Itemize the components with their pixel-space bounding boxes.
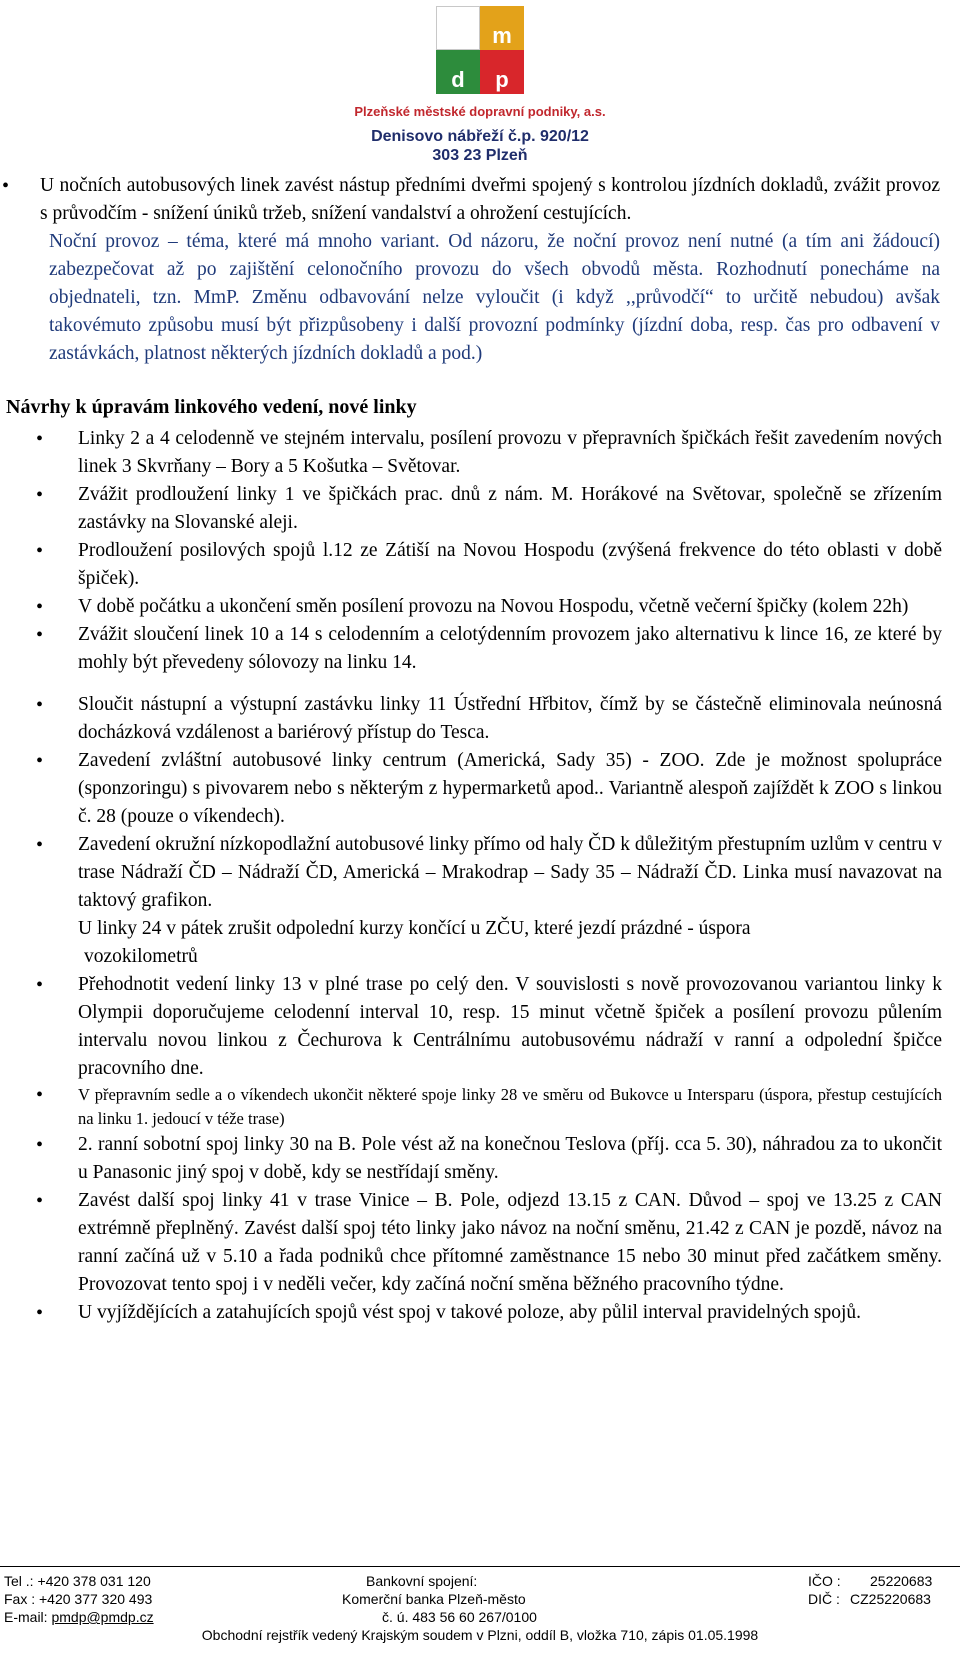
list-item: • Zavést další spoj linky 41 v trase Vinice – B. Pole, odjezd 13.15 z CAN. Důvod – spoj ve 13.25 z CAN extrémně přeplněný. Zavést další spoj této linky jako návoz na noční směnu, 21.42 z CAN je pozdě, návoz na ranní začíná už v 5.10 a řada podniků chce přítomné zaměstnance 15 nebo 30 minut před začátkem směny. Provozovat tento spoj i v neděli večer, kdy začíná noční směna běžného pracovního týdne. — [0, 1187, 960, 1299]
letterhead — [0, 6, 960, 165]
address-city: 303 23 Plzeň — [432, 147, 528, 164]
list-item: • Linky 2 a 4 celodenně ve stejném intervalu, posílení provozu v přepravních špičkách řešit zavedením nových linek 3 Skvrňany – Bory a 5 Košutka – Světovar. — [0, 425, 960, 481]
list-item: • Zvážit prodloužení linky 1 ve špičkách prac. dnů z nám. M. Horákové na Světovar, společně se zřízením zastávky na Slovanské aleji. — [0, 481, 960, 537]
list-item — [0, 831, 960, 971]
address-street: Denisovo nábřeží č.p. 920/12 — [371, 128, 589, 145]
company-address — [0, 127, 960, 165]
spacer — [0, 677, 960, 691]
footer-row-1 — [4, 1573, 954, 1591]
logo-square-orange: m — [480, 6, 524, 50]
list-item-continuation: U linky 24 v pátek zrušit odpolední kurzy končící u ZČU, které jezdí prázdné - úspora — [78, 918, 751, 939]
intro-comment: Noční provoz – téma, které má mnoho variant. Od názoru, že noční provoz není nutné (a tím ani žádoucí) zabezpečovat až po zajištění celonočního provozu do všech obvodů města. Rozhodnutí ponecháme na objednateli, tzn. MmP. Změnu odbavování nelze vyloučit (i když ,,průvodčí“ to určitě nebudou) avšak takovémuto způsobu musí být přizpůsobeny i další provozní podmínky (jízdní doba, resp. čas pro odbavení v zastávkách, platnost některých jízdních dokladů a pod.) — [49, 231, 940, 364]
list-item: • V přepravním sedle a o víkendech ukončit některé spoje linky 28 ve směru od Bukovce u Intersparu (úspora, přestup cestujících na linku 1. jedoucí v téže trase) — [0, 1083, 960, 1131]
logo-square-red: p — [480, 50, 524, 94]
list-item: • Sloučit nástupní a výstupní zastávku linky 11 Ústřední Hřbitov, čímž by se částečně eliminovala neúnosná docházková vzdálenost a bariérový přístup do Tesca. — [0, 691, 960, 747]
list-item-continuation: vozokilometrů — [84, 946, 198, 967]
section-heading: Návrhy k úpravám linkového vedení, nové linky — [6, 396, 417, 418]
footer-ico: 25220683 — [870, 1573, 933, 1589]
list-item: • 2. ranní sobotní spoj linky 30 na B. Pole vést až na konečnou Teslova (příj. cca 5. 30), náhradou za to ukončit u Panasonic jiný spoj v době, kdy se nestřídají směny. — [0, 1131, 960, 1187]
footer-account: č. ú. 483 56 60 267/0100 — [382, 1609, 537, 1625]
footer-dic-label: DIČ : — [808, 1591, 840, 1607]
proposal-list-a — [0, 425, 960, 677]
footer-register: Obchodní rejstřík vedený Krajským soudem v Plzni, oddíl B, vložka 710, zápis 01.05.1998 — [201, 1627, 759, 1643]
footer-bank-label: Bankovní spojení: — [366, 1573, 478, 1589]
pmdp-logo — [436, 6, 524, 94]
list-item: • Prodloužení posilových spojů l.12 ze Zátiší na Novou Hospodu (zvýšená frekvence do této oblasti v době špiček). — [0, 537, 960, 593]
logo-square-green: d — [436, 50, 480, 94]
proposal-list-b — [0, 691, 960, 1327]
list-item: • V době počátku a ukončení směn posílení provozu na Novou Hospodu, včetně večerní špičky (kolem 22h) — [0, 593, 960, 621]
footer-bank-name: Komerční banka Plzeň-město — [342, 1591, 526, 1607]
list-item: • U vyjíždějících a zatahujících spojů vést spoj v takové poloze, aby půlil interval pravidelných spojů. — [0, 1299, 960, 1327]
list-item-text: Zavedení okružní nízkopodlažní autobusové linky přímo od haly ČD k důležitým přestupním uzlům v centru v trase Nádraží ČD – Nádraží ČD, Americká – Mrakodrap – Sady 35 – Nádraží ČD. Linka musí navazovat na taktový grafikon. — [78, 834, 942, 911]
email-link[interactable]: pmdp@pmdp.cz — [51, 1609, 154, 1625]
footer-email: E-mail: pmdp@pmdp.cz — [4, 1609, 154, 1625]
intro-bullet: • U nočních autobusových linek zavést nástup předními dveřmi spojený s kontrolou jízdních dokladů, zvážit provoz s průvodčím - snížení úniků tržeb, snížení vandalství a ohrožení cestujících. — [0, 172, 960, 228]
footer-row-2 — [4, 1591, 954, 1609]
company-name: Plzeňské městské dopravní podniky, a.s. — [354, 104, 606, 119]
footer-dic: CZ25220683 — [850, 1591, 931, 1607]
page-footer — [0, 1566, 960, 1658]
footer-row-3 — [4, 1609, 954, 1627]
document-body — [0, 172, 960, 1327]
footer-tel: Tel .: +420 378 031 120 — [4, 1573, 151, 1589]
list-item: • Zvážit sloučení linek 10 a 14 s celodenním a celotýdenním provozem jako alternativu k lince 16, ze které by mohly být převedeny sólovozy na linku 14. — [0, 621, 960, 677]
footer-fax: Fax : +420 377 320 493 — [4, 1591, 153, 1607]
footer-ico-label: IČO : — [808, 1573, 841, 1589]
logo-square-white: p — [436, 6, 480, 50]
list-item: • Zavedení zvláštní autobusové linky centrum (Americká, Sady 35) - ZOO. Zde je možnost spolupráce (sponzoringu) s pivovarem nebo s některým z hypermarketů apod.. Variantně alespoň zajíždět k ZOO s linkou č. 28 (pouze o víkendech). — [0, 747, 960, 831]
intro-list — [0, 172, 960, 228]
list-item: • Přehodnotit vedení linky 13 v plné trase po celý den. V souvislosti s nově provozovanou variantou linky k Olympii doporučujeme celodenní interval 10, resp. 15 minut včetně špiček a posílení provozu půlením intervalu novou linkou z Čechurova k Centrálnímu autobusovému nádraží v ranní a odpolední špičce pracovního dne. — [0, 971, 960, 1083]
